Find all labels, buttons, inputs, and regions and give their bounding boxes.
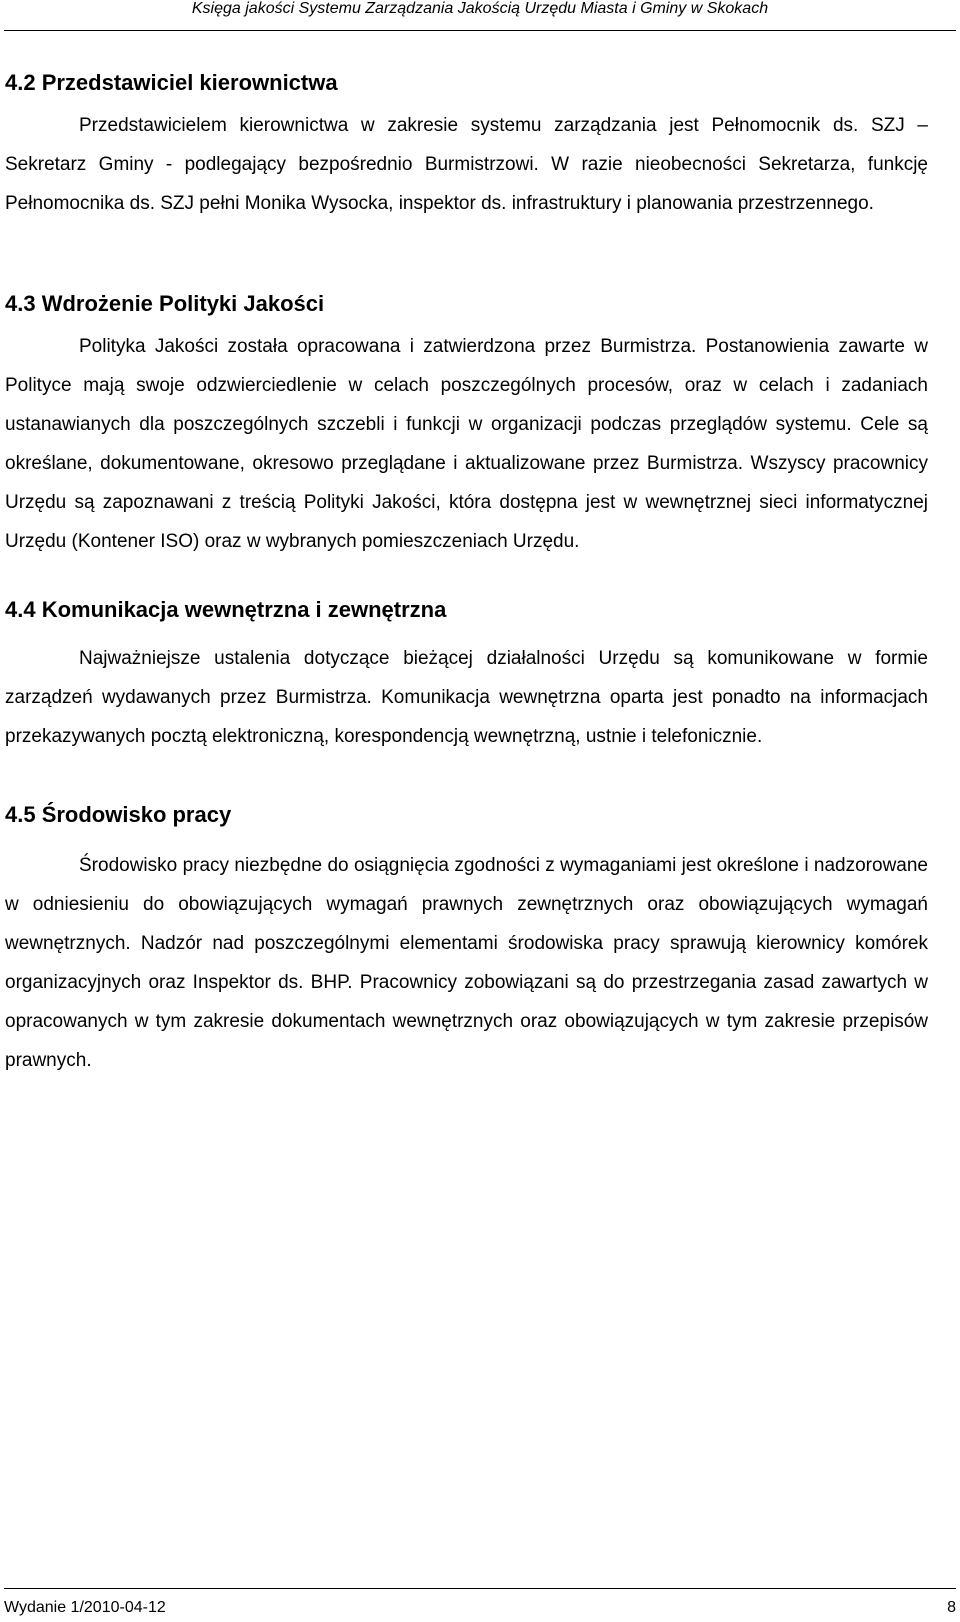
- page-header: [4, 0, 956, 31]
- section-paragraph-4-4: Najważniejsze ustalenia dotyczące bieżącej działalności Urzędu są komunikowane w formie zarządzeń wydawanych przez Burmistrza. Komunikacja wewnętrzna oparta jest ponadto na informacjach przekazywanych pocztą elektroniczną, korespondencją wewnętrzną, ustnie i telefonicznie.: [5, 648, 928, 747]
- section-paragraph-4-5: Środowisko pracy niezbędne do osiągnięcia zgodności z wymaganiami jest określone i nadzorowane w odniesieniu do obowiązujących wymagań prawnych zewnętrznych oraz obowiązujących wymagań wewnętrznych. Nadzór nad poszczególnymi elementami środowiska pracy sprawują kierownicy komórek organizacyjnych oraz Inspektor ds. BHP. Pracownicy zobowiązani są do przestrzegania zasad zawartych w opracowanych w tym zakresie dokumentach wewnętrznych oraz obowiązujących w tym zakresie przepisów prawnych.: [5, 855, 928, 1071]
- section-heading-4-4: 4.4 Komunikacja wewnętrzna i zewnętrzna: [5, 597, 447, 622]
- section-heading-4-3: 4.3 Wdrożenie Polityki Jakości: [5, 291, 325, 316]
- section-paragraph-4-3: Polityka Jakości została opracowana i zatwierdzona przez Burmistrza. Postanowienia zawarte w Polityce mają swoje odzwierciedlenie w celach poszczególnych procesów, oraz w celach i zadaniach ustanawianych dla poszczególnych szczebli i funkcji w organizacji podczas przeglądów systemu. Cele są określane, dokumentowane, okresowo przeglądane i aktualizowane przez Burmistrza. Wszyscy pracownicy Urzędu są zapoznawani z treścią Polityki Jakości, która dostępna jest w wewnętrznej sieci informatycznej Urzędu (Kontener ISO) oraz w wybranych pomieszczeniach Urzędu.: [5, 336, 928, 552]
- section-paragraph-4-2: Przedstawicielem kierownictwa w zakresie systemu zarządzania jest Pełnomocnik ds. SZJ – Sekretarz Gminy - podlegający bezpośrednio Burmistrzowi. W razie nieobecności Sekretarza, funkcję Pełnomocnika ds. SZJ pełni Monika Wysocka, inspektor ds. infrastruktury i planowania przestrzennego.: [5, 115, 928, 214]
- edition-label: Wydanie 1/2010-04-12: [4, 1599, 166, 1616]
- document-title: Księga jakości Systemu Zarządzania Jakością Urzędu Miasta i Gminy w Skokach: [191, 0, 769, 17]
- page-footer: [4, 1588, 956, 1617]
- section-heading-4-2: 4.2 Przedstawiciel kierownictwa: [5, 70, 338, 95]
- page-content: [5, 60, 928, 1080]
- page-number: 8: [947, 1599, 956, 1616]
- section-heading-4-5: 4.5 Środowisko pracy: [5, 802, 232, 827]
